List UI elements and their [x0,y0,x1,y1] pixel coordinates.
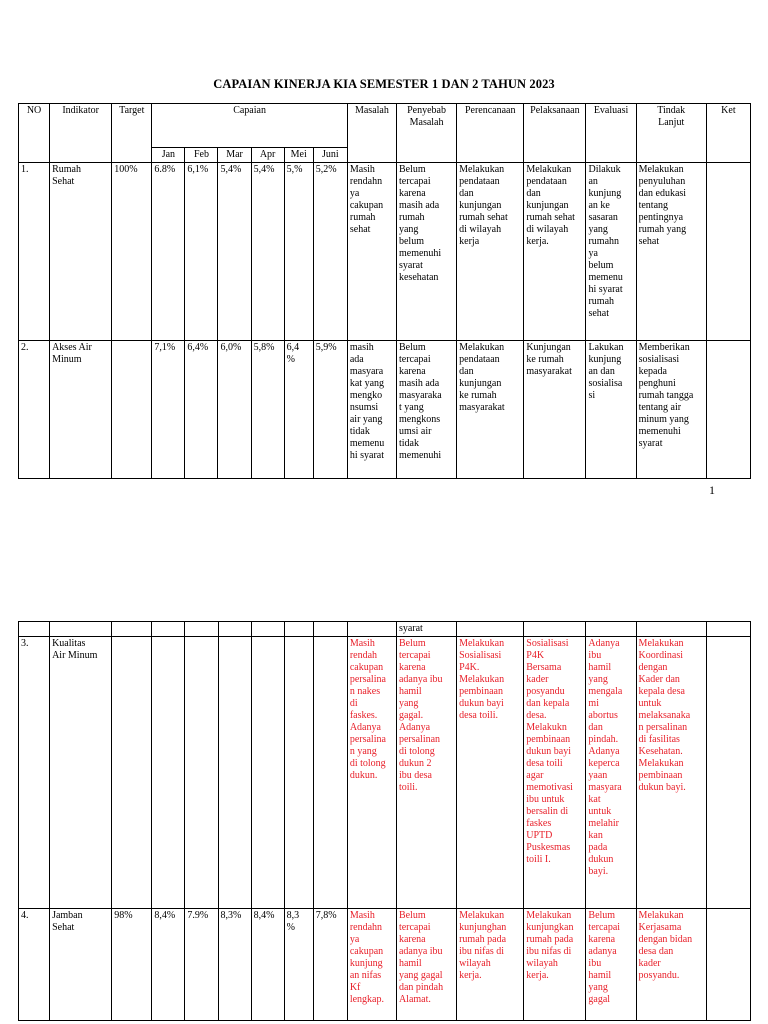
row-indikator: Rumah Sehat [50,163,112,341]
row-value-mei: 8,3 % [284,909,313,1021]
row-value-mar: 8,3% [218,909,251,1021]
row-target [112,341,152,479]
row-value-juni: 5,9% [313,341,347,479]
row-value-feb: 7.9% [185,909,218,1021]
row-target: 98% [112,909,152,1021]
row-value-jan: 7,1% [152,341,185,479]
header-month: Apr [251,148,284,163]
row-pelaksanaan: Melakukan pendataan dan kunjungan rumah sehat di wilayah kerja. [524,163,586,341]
row-indikator: Kualitas Air Minum [50,637,112,909]
header-ket: Ket [706,104,750,163]
row-value-jan: 8,4% [152,909,185,1021]
row-no: 1. [19,163,50,341]
row-ket [706,163,750,341]
header-perencanaan: Perencanaan [457,104,524,163]
row-no: 3. [19,637,50,909]
row-value-apr [251,637,284,909]
row-pelaksanaan: Sosialisasi P4K Bersama kader posyandu dan kepala desa. Melakukn pembinaan dukun bayi desa toili agar memotivasi ibu untuk bersalin di faskes UPTD Puskesmas toili I. [524,637,586,909]
row-evaluasi: Lakukan kunjung an dan sosialisa si [586,341,636,479]
header-pelaksanaan: Pelaksanaan [524,104,586,163]
row-evaluasi: Belum tercapai karena adanya ibu hamil yang gagal [586,909,636,1021]
document-title: CAPAIAN KINERJA KIA SEMESTER 1 DAN 2 TAHUN 2023 [213,77,555,91]
header-target: Target [112,104,152,163]
continuation-text: syarat [396,622,456,637]
row-masalah: Masih rendahn ya cakupan rumah sehat [347,163,396,341]
row-value-feb: 6,1% [185,163,218,341]
row-pelaksanaan: Kunjungan ke rumah masyarakat [524,341,586,479]
row-value-feb [185,637,218,909]
row-value-mei: 6,4 % [284,341,313,479]
row-value-jan: 6.8% [152,163,185,341]
row-penyebab: Belum tercapai karena adanya ibu hamil yang gagal dan pindah Alamat. [396,909,456,1021]
row-tindak-lanjut: Memberikan sosialisasi kepada penghuni rumah tangga tentang air minum yang memenuhi syarat [636,341,706,479]
row-target: 100% [112,163,152,341]
row-tindak-lanjut: Melakukan penyuluhan dan edukasi tentang pentingnya rumah yang sehat [636,163,706,341]
header-month: Mar [218,148,251,163]
row-evaluasi: Adanya ibu hamil yang mengala mi abortus dan pindah. Adanya keperca yaan masyara kat untuk melahir kan pada dukun bayi. [586,637,636,909]
row-value-jan [152,637,185,909]
row-value-apr: 5,8% [251,341,284,479]
row-no: 4. [19,909,50,1021]
header-tindak-lanjut: Tindak Lanjut [636,104,706,163]
row-pelaksanaan: Melakukan kunjungkan rumah pada ibu nifas di wilayah kerja. [524,909,586,1021]
capaian-table-page-1 [18,103,751,479]
row-ket [706,637,750,909]
row-perencanaan: Melakukan pendataan dan kunjungan rumah sehat di wilayah kerja [457,163,524,341]
row-penyebab: Belum tercapai karena masih ada rumah yang belum memenuhi syarat kesehatan [396,163,456,341]
table-row [19,341,751,479]
row-perencanaan: Melakukan Sosialisasi P4K. Melakukan pembinaan dukun bayi desa toili. [457,637,524,909]
table-row [19,637,751,909]
continuation-row [19,622,751,637]
row-value-mar: 6,0% [218,341,251,479]
row-value-mei: 5,% [284,163,313,341]
header-masalah: Masalah [347,104,396,163]
row-value-feb: 6,4% [185,341,218,479]
header-indikator: Indikator [50,104,112,163]
row-perencanaan: Melakukan pendataan dan kunjungan ke rumah masyarakat [457,341,524,479]
row-target [112,637,152,909]
row-value-mei [284,637,313,909]
row-penyebab: Belum tercapai karena masih ada masyaraka t yang mengkons umsi air tidak memenuhi [396,341,456,479]
row-value-juni [313,637,347,909]
row-value-apr: 8,4% [251,909,284,1021]
row-masalah: Masih rendah cakupan persalina n nakes di faskes. Adanya persalina n yang di tolong dukun. [347,637,396,909]
capaian-table-page-2 [18,621,751,1021]
row-value-juni: 5,2% [313,163,347,341]
row-tindak-lanjut: Melakukan Koordinasi dengan Kader dan kepala desa untuk melaksanaka n persalinan di fasilitas Kesehatan. Melakukan pembinaan dukun bayi. [636,637,706,909]
row-ket [706,341,750,479]
row-indikator: Jamban Sehat [50,909,112,1021]
row-masalah: masih ada masyara kat yang mengko nsumsi air yang tidak memenu hi syarat [347,341,396,479]
row-value-juni: 7,8% [313,909,347,1021]
table-row [19,163,751,341]
row-value-mar: 5,4% [218,163,251,341]
header-month: Mei [284,148,313,163]
row-penyebab: Belum tercapai karena adanya ibu hamil yang gagal. Adanya persalinan di tolong dukun 2 ibu desa toili. [396,637,456,909]
header-capaian: Capaian [152,104,348,148]
header-no: NO [19,104,50,163]
header-evaluasi: Evaluasi [586,104,636,163]
row-perencanaan: Melakukan kunjunghan rumah pada ibu nifas di wilayah kerja. [457,909,524,1021]
page-number: 1 [709,483,715,497]
row-evaluasi: Dilakuk an kunjung an ke sasaran yang rumahn ya belum memenu hi syarat rumah sehat [586,163,636,341]
header-month: Juni [313,148,347,163]
row-masalah: Masih rendahn ya cakupan kunjung an nifas Kf lengkap. [347,909,396,1021]
row-value-apr: 5,4% [251,163,284,341]
header-month: Jan [152,148,185,163]
row-tindak-lanjut: Melakukan Kerjasama dengan bidan desa dan kader posyandu. [636,909,706,1021]
row-ket [706,909,750,1021]
header-month: Feb [185,148,218,163]
table-row [19,909,751,1021]
row-no: 2. [19,341,50,479]
row-indikator: Akses Air Minum [50,341,112,479]
row-value-mar [218,637,251,909]
header-penyebab-masalah: Penyebab Masalah [396,104,456,163]
